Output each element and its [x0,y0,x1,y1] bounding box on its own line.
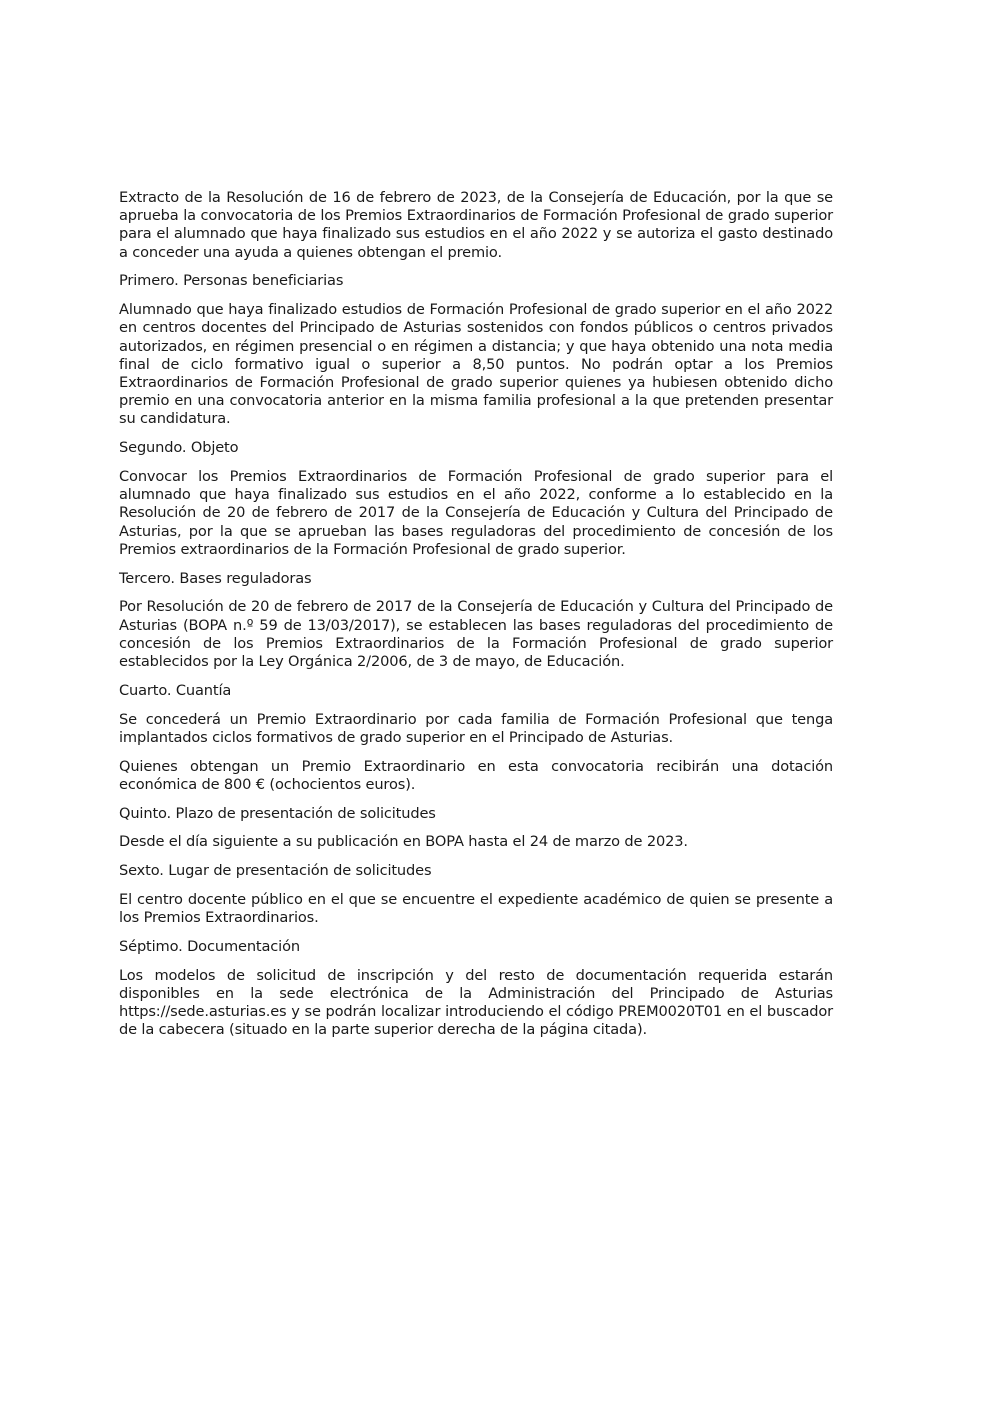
section-heading-segundo: Segundo. Objeto [119,439,239,457]
section-heading-cuarto: Cuarto. Cuantía [119,681,232,699]
section-paragraph: El centro docente público en el que se encuentre el expediente académico de quien se presente a los Premios Extraordinarios. [119,891,833,927]
section-heading-septimo: Séptimo. Documentación [119,938,300,956]
document-intro: Extracto de la Resolución de 16 de febrero de 2023, de la Consejería de Educación, por la que se aprueba la convocatoria de los Premios Extraordinarios de Formación Profesional de grado superior para el alumnado que haya finalizado sus estudios en el año 2022 y se autoriza el gasto destinado a conceder una ayuda a quienes obtengan el premio. [119,189,833,261]
section-paragraph: Convocar los Premios Extraordinarios de Formación Profesional de grado superior para el alumnado que haya finalizado sus estudios en el año 2022, conforme a lo establecido en la Resolución de 20 de febrero de 2017 de la Consejería de Educación y Cultura del Principado de Asturias, por la que se aprueban las bases reguladoras del procedimiento de concesión de los Premios extraordinarios de la Formación Profesional de grado superior. [119,468,833,558]
section-paragraph: Se concederá un Premio Extraordinario por cada familia de Formación Profesional que tenga implantados ciclos formativos de grado superior en el Principado de Asturias. [119,710,833,746]
document-body [119,189,833,1050]
section-heading-tercero: Tercero. Bases reguladoras [119,569,312,587]
section-paragraph: Por Resolución de 20 de febrero de 2017 de la Consejería de Educación y Cultura del Principado de Asturias (BOPA n.º 59 de 13/03/2017), se establecen las bases reguladoras del procedimiento de concesión de los Premios Extraordinarios de la Formación Profesional de grado superior establecidos por la Ley Orgánica 2/2006, de 3 de mayo, de Educación. [119,598,833,671]
section-heading-primero: Primero. Personas beneficiarias [119,272,344,290]
section-paragraph: Quienes obtengan un Premio Extraordinario en esta convocatoria recibirán una dotación económica de 800 € (ochocientos euros). [119,757,833,793]
section-paragraph: Alumnado que haya finalizado estudios de Formación Profesional de grado superior en el año 2022 en centros docentes del Principado de Asturias sostenidos con fondos públicos o centros privados autorizados, en régimen presencial o en régimen a distancia; y que haya obtenido una nota media final de ciclo formativo igual o superior a 8,50 puntos. No podrán optar a los Premios Extraordinarios de Formación Profesional de grado superior quienes ya hubiesen obtenido dicho premio en una convocatoria anterior en la misma familia profesional a la que pretenden presentar su candidatura. [119,301,833,428]
section-paragraph: Los modelos de solicitud de inscripción y del resto de documentación requerida estarán disponibles en la sede electrónica de la Administración del Principado de Asturias https://sede.asturias.es y se podrán localizar introduciendo el código PREM0020T01 en el buscador de la cabecera (situado en la parte superior derecha de la página citada). [119,966,833,1039]
section-heading-quinto: Quinto. Plazo de presentación de solicitudes [119,804,436,822]
section-heading-sexto: Sexto. Lugar de presentación de solicitudes [119,862,432,880]
section-paragraph: Desde el día siguiente a su publicación en BOPA hasta el 24 de marzo de 2023. [119,833,688,851]
